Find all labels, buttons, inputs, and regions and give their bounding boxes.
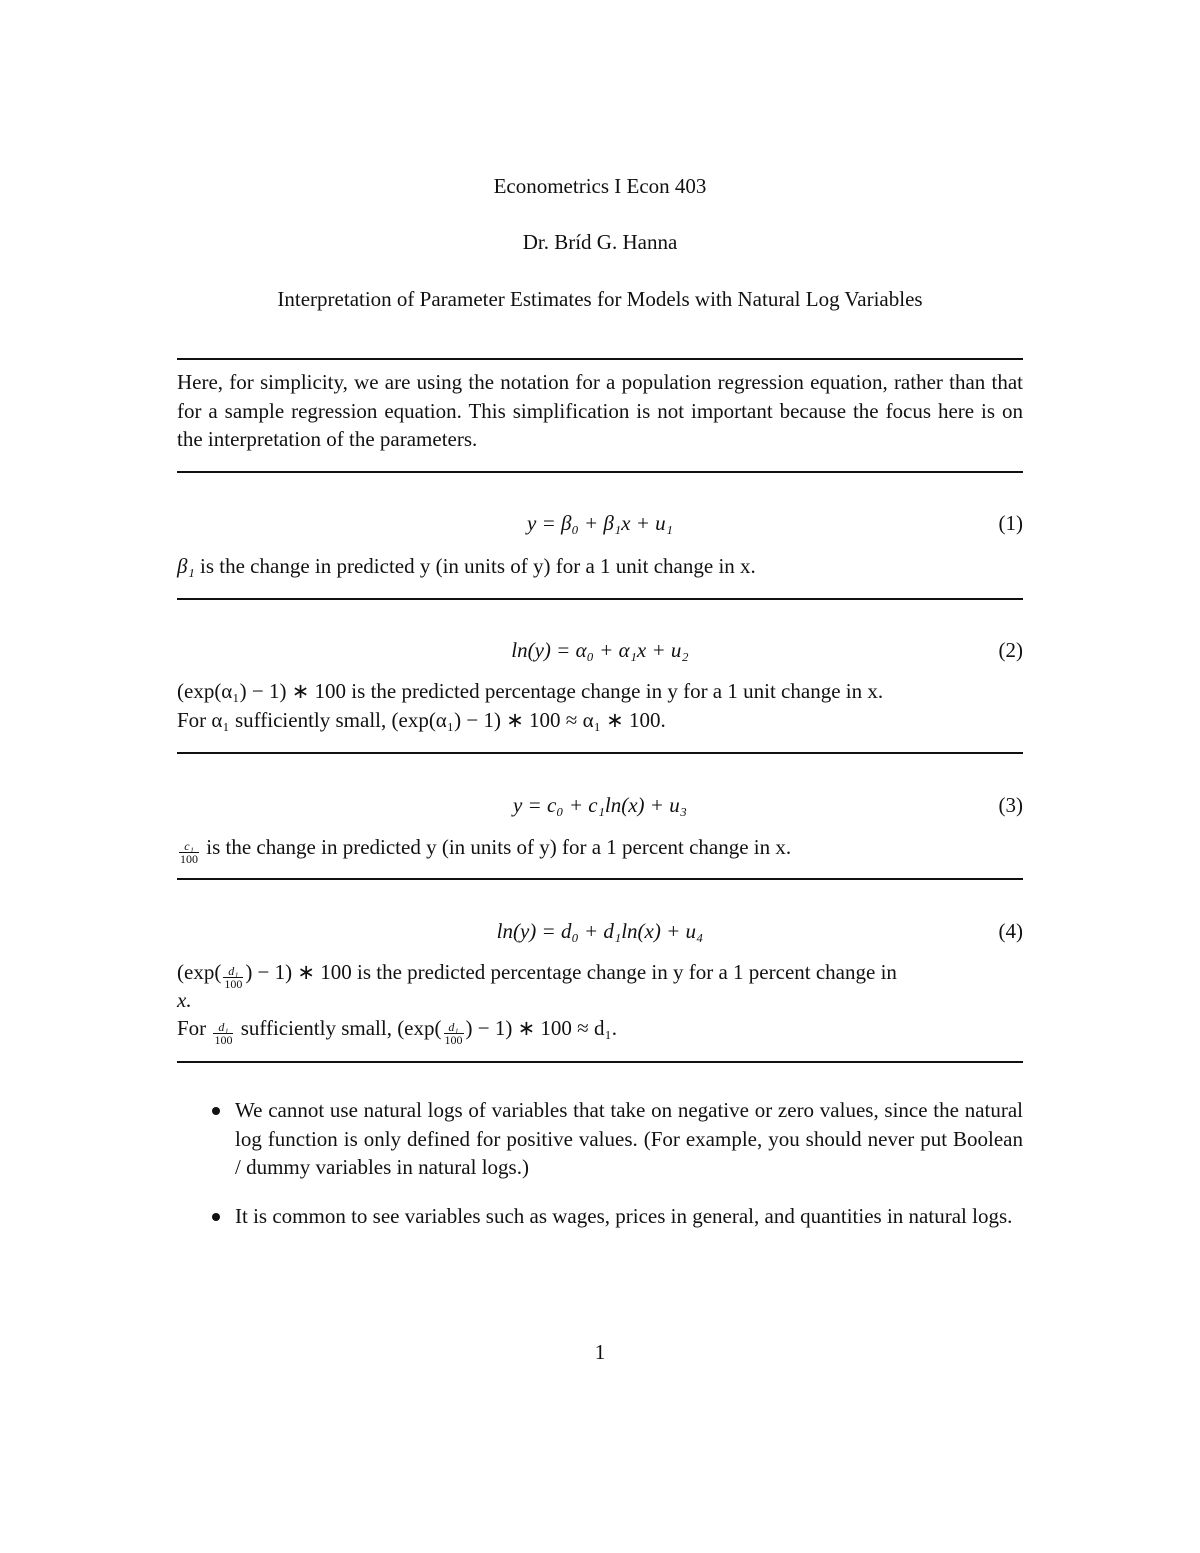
equation-4 [177,917,1023,945]
denominator: 100 [224,977,243,991]
interpretation-text: is the change in predicted y (in units of y) for a 1 percent change in x. [201,835,792,859]
fraction [213,1021,233,1046]
equation-number: (2) [998,638,1023,662]
interpretation-4-approx [177,1014,1023,1046]
bullet-icon [212,1213,220,1221]
parameter: β₁ [177,554,195,578]
divider [177,878,1023,880]
numerator: c₁ [179,840,199,853]
course-title: Econometrics I Econ 403 [493,174,707,198]
interpretation-3 [177,833,1023,865]
text: ) − 1) ∗ 100 is the predicted percentage change in y for a 1 percent change in [245,960,897,984]
divider [177,598,1023,600]
intro-paragraph: Here, for simplicity, we are using the notation for a population regression equation, rather than that for a sample regression equation. This simplification is not important because the focus here is on the interpretation of the parameters. [177,370,1023,451]
divider [177,752,1023,754]
interpretation-text: is the change in predicted y (in units of y) for a 1 unit change in x. [194,554,756,578]
bullet-icon [212,1107,220,1115]
text: (exp( [177,960,222,984]
equation-number: (4) [998,919,1023,943]
fraction [179,840,199,865]
interpretation-1 [177,552,1023,581]
equation-3 [177,791,1023,819]
divider [177,1061,1023,1063]
numerator: d₁ [223,965,243,978]
equation-text: y = c₀ + c₁ln(x) + u₃ [512,793,688,817]
interpretation-2-approx: For α₁ sufficiently small, (exp(α₁) − 1) ∗ 100 ≈ α₁ ∗ 100. [177,708,666,732]
denominator: 100 [214,1033,233,1047]
equation-text: ln(y) = α₀ + α₁x + u₂ [511,638,689,662]
document-title: Interpretation of Parameter Estimates for Models with Natural Log Variables [277,287,923,311]
equation-2 [177,636,1023,664]
numerator: d₁ [444,1021,464,1034]
author: Dr. Bríd G. Hanna [522,230,678,254]
divider [177,471,1023,473]
interpretation-4-cont: x. [177,988,192,1012]
divider [177,358,1023,360]
equation-1 [177,509,1023,537]
bullet-text: It is common to see variables such as wages, prices in general, and quantities in natural logs. [235,1204,1013,1228]
denominator: 100 [444,1033,463,1047]
page-number: 1 [594,1340,606,1364]
bullet-item [235,1096,1023,1182]
equation-number: (1) [998,511,1023,535]
denominator: 100 [180,852,198,866]
interpretation-2: (exp(α₁) − 1) ∗ 100 is the predicted percentage change in y for a 1 unit change in x. [177,679,884,703]
text: sufficiently small, (exp( [235,1016,442,1040]
bullet-text: We cannot use natural logs of variables that take on negative or zero values, since the natural log function is only defined for positive values. (For example, you should never put Boolean / dummy variables in natural logs.) [235,1098,1023,1179]
bullet-item [235,1202,1023,1231]
equation-text: ln(y) = d₀ + d₁ln(x) + u₄ [496,919,704,943]
numerator: d₁ [213,1021,233,1034]
equation-number: (3) [998,793,1023,817]
text: ) − 1) ∗ 100 ≈ d₁. [465,1016,618,1040]
equation-text: y = β₀ + β₁x + u₁ [527,511,673,535]
text: For [177,1016,212,1040]
fraction [444,1021,464,1046]
